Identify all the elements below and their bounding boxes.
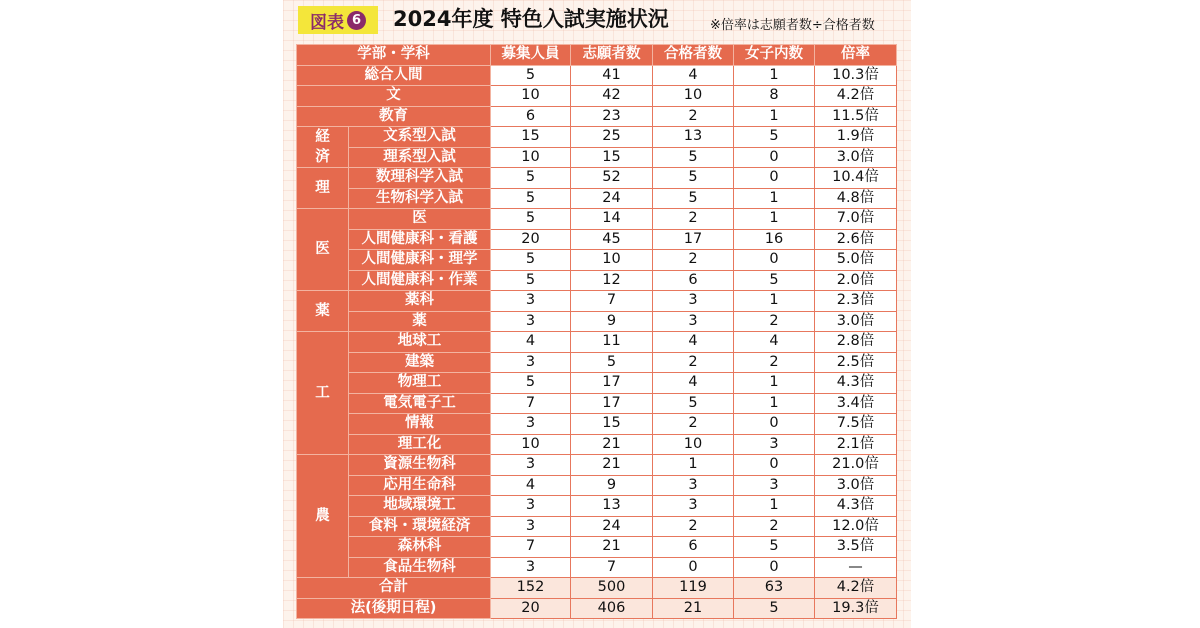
table-row <box>297 516 897 537</box>
value-cell: 3.0倍 <box>815 475 897 496</box>
value-cell: 2.3倍 <box>815 291 897 312</box>
value-cell: 3 <box>491 352 571 373</box>
value-cell: 3.5倍 <box>815 537 897 558</box>
value-cell: 10.4倍 <box>815 168 897 189</box>
value-cell: 15 <box>571 147 653 168</box>
value-cell: 8 <box>734 86 815 107</box>
value-cell: 3 <box>653 496 734 517</box>
total-row <box>297 578 897 599</box>
header-cell: 志願者数 <box>571 45 653 66</box>
row-label: 電気電子工 <box>349 393 491 414</box>
value-cell: 119 <box>653 578 734 599</box>
value-cell: 3 <box>491 496 571 517</box>
group-label: 薬 <box>297 291 349 332</box>
value-cell: 20 <box>491 229 571 250</box>
value-cell: 19.3倍 <box>815 598 897 619</box>
value-cell: 2 <box>653 352 734 373</box>
value-cell: 1 <box>734 291 815 312</box>
value-cell: 3 <box>653 475 734 496</box>
value-cell: 7.5倍 <box>815 414 897 435</box>
admission-table <box>296 44 897 619</box>
value-cell: 21 <box>653 598 734 619</box>
table-row <box>297 229 897 250</box>
value-cell: 16 <box>734 229 815 250</box>
row-label: 総合人間 <box>297 65 491 86</box>
value-cell: 152 <box>491 578 571 599</box>
value-cell: 5.0倍 <box>815 250 897 271</box>
law-row <box>297 598 897 619</box>
row-label: 薬 <box>349 311 491 332</box>
value-cell: 63 <box>734 578 815 599</box>
row-label: 情報 <box>349 414 491 435</box>
row-label: 教育 <box>297 106 491 127</box>
value-cell: 12 <box>571 270 653 291</box>
figure-badge <box>298 6 378 34</box>
value-cell: 24 <box>571 188 653 209</box>
value-cell: 1.9倍 <box>815 127 897 148</box>
table-row <box>297 106 897 127</box>
row-label: 数理科学入試 <box>349 168 491 189</box>
value-cell: 21 <box>571 455 653 476</box>
value-cell: 5 <box>653 168 734 189</box>
value-cell: 0 <box>734 557 815 578</box>
table-row <box>297 332 897 353</box>
value-cell: 10 <box>653 434 734 455</box>
value-cell: 2.6倍 <box>815 229 897 250</box>
value-cell: 2.5倍 <box>815 352 897 373</box>
value-cell: 5 <box>571 352 653 373</box>
value-cell: 2.1倍 <box>815 434 897 455</box>
row-label: 資源生物科 <box>349 455 491 476</box>
value-cell: 52 <box>571 168 653 189</box>
value-cell: 3 <box>491 557 571 578</box>
table-row <box>297 65 897 86</box>
value-cell: 500 <box>571 578 653 599</box>
figure-badge-label: 図表 <box>310 12 344 33</box>
figure-number: 6 <box>347 11 366 30</box>
row-label: 地球工 <box>349 332 491 353</box>
row-label: 応用生命科 <box>349 475 491 496</box>
header-cell: 学部・学科 <box>297 45 491 66</box>
value-cell: 0 <box>734 250 815 271</box>
value-cell: 3.0倍 <box>815 147 897 168</box>
table-row <box>297 352 897 373</box>
value-cell: 6 <box>653 270 734 291</box>
value-cell: 3.4倍 <box>815 393 897 414</box>
row-label: 薬科 <box>349 291 491 312</box>
value-cell: 5 <box>734 127 815 148</box>
value-cell: 7 <box>491 537 571 558</box>
value-cell: 3 <box>734 475 815 496</box>
row-label: 人間健康科・作業 <box>349 270 491 291</box>
row-label: 生物科学入試 <box>349 188 491 209</box>
table-row <box>297 209 897 230</box>
group-label: 工 <box>297 332 349 455</box>
group-label: 理 <box>297 168 349 209</box>
row-label: 食品生物科 <box>349 557 491 578</box>
value-cell: 11 <box>571 332 653 353</box>
value-cell: 2.0倍 <box>815 270 897 291</box>
row-label: 人間健康科・看護 <box>349 229 491 250</box>
total-label: 合計 <box>297 578 491 599</box>
value-cell: 2 <box>734 311 815 332</box>
value-cell: 1 <box>653 455 734 476</box>
value-cell: 3 <box>491 311 571 332</box>
value-cell: 17 <box>571 373 653 394</box>
value-cell: 4 <box>734 332 815 353</box>
figure-note: ※倍率は志願者数÷合格者数 <box>710 18 875 33</box>
table-row <box>297 311 897 332</box>
value-cell: 23 <box>571 106 653 127</box>
table-row <box>297 250 897 271</box>
table-row <box>297 291 897 312</box>
value-cell: 21 <box>571 537 653 558</box>
table-row <box>297 537 897 558</box>
table-row <box>297 496 897 517</box>
value-cell: 15 <box>571 414 653 435</box>
value-cell: 5 <box>653 188 734 209</box>
value-cell: 10 <box>491 434 571 455</box>
value-cell: 2 <box>653 250 734 271</box>
value-cell: 1 <box>734 65 815 86</box>
value-cell: 10 <box>653 86 734 107</box>
value-cell: 21.0倍 <box>815 455 897 476</box>
row-label: 理工化 <box>349 434 491 455</box>
value-cell: 3 <box>491 291 571 312</box>
header-cell: 募集人員 <box>491 45 571 66</box>
table-row <box>297 270 897 291</box>
value-cell: 7 <box>571 557 653 578</box>
table-row <box>297 455 897 476</box>
table-row <box>297 434 897 455</box>
row-label: 森林科 <box>349 537 491 558</box>
value-cell: 3 <box>491 414 571 435</box>
value-cell: 25 <box>571 127 653 148</box>
value-cell: 9 <box>571 311 653 332</box>
value-cell: 4 <box>653 65 734 86</box>
value-cell: 17 <box>571 393 653 414</box>
value-cell: 24 <box>571 516 653 537</box>
group-label: 医 <box>297 209 349 291</box>
value-cell: 406 <box>571 598 653 619</box>
value-cell: 3 <box>491 455 571 476</box>
value-cell: 4 <box>653 332 734 353</box>
value-cell: 5 <box>491 250 571 271</box>
value-cell: 0 <box>734 455 815 476</box>
value-cell: 10 <box>491 147 571 168</box>
value-cell: 13 <box>653 127 734 148</box>
table-row <box>297 86 897 107</box>
value-cell: 7 <box>571 291 653 312</box>
value-cell: 4.2倍 <box>815 86 897 107</box>
value-cell: 5 <box>734 598 815 619</box>
value-cell: 12.0倍 <box>815 516 897 537</box>
value-cell: 5 <box>491 188 571 209</box>
value-cell: 2 <box>653 414 734 435</box>
value-cell: 3.0倍 <box>815 311 897 332</box>
value-cell: 7.0倍 <box>815 209 897 230</box>
value-cell: 11.5倍 <box>815 106 897 127</box>
value-cell: 4 <box>491 475 571 496</box>
law-label: 法(後期日程) <box>297 598 491 619</box>
value-cell: — <box>815 557 897 578</box>
table-row <box>297 127 897 148</box>
value-cell: 5 <box>653 147 734 168</box>
value-cell: 10.3倍 <box>815 65 897 86</box>
value-cell: 4.3倍 <box>815 496 897 517</box>
value-cell: 2.8倍 <box>815 332 897 353</box>
table-row <box>297 557 897 578</box>
value-cell: 5 <box>653 393 734 414</box>
value-cell: 6 <box>491 106 571 127</box>
value-cell: 42 <box>571 86 653 107</box>
value-cell: 2 <box>734 352 815 373</box>
value-cell: 6 <box>653 537 734 558</box>
header-cell: 倍率 <box>815 45 897 66</box>
value-cell: 13 <box>571 496 653 517</box>
value-cell: 5 <box>734 270 815 291</box>
row-label: 物理工 <box>349 373 491 394</box>
value-cell: 4 <box>491 332 571 353</box>
table-row <box>297 373 897 394</box>
row-label: 理系型入試 <box>349 147 491 168</box>
table-row <box>297 168 897 189</box>
value-cell: 4.2倍 <box>815 578 897 599</box>
value-cell: 7 <box>491 393 571 414</box>
value-cell: 17 <box>653 229 734 250</box>
table-row <box>297 147 897 168</box>
table-row <box>297 188 897 209</box>
value-cell: 1 <box>734 496 815 517</box>
value-cell: 4.3倍 <box>815 373 897 394</box>
value-cell: 2 <box>653 209 734 230</box>
header-cell: 女子内数 <box>734 45 815 66</box>
value-cell: 5 <box>491 65 571 86</box>
row-label: 食料・環境経済 <box>349 516 491 537</box>
value-cell: 2 <box>653 516 734 537</box>
value-cell: 1 <box>734 393 815 414</box>
value-cell: 5 <box>491 373 571 394</box>
value-cell: 4 <box>653 373 734 394</box>
row-label: 建築 <box>349 352 491 373</box>
header-cell: 合格者数 <box>653 45 734 66</box>
value-cell: 1 <box>734 209 815 230</box>
value-cell: 5 <box>734 537 815 558</box>
table-row <box>297 393 897 414</box>
value-cell: 1 <box>734 106 815 127</box>
row-label: 文 <box>297 86 491 107</box>
value-cell: 5 <box>491 168 571 189</box>
value-cell: 14 <box>571 209 653 230</box>
value-cell: 9 <box>571 475 653 496</box>
row-label: 文系型入試 <box>349 127 491 148</box>
value-cell: 15 <box>491 127 571 148</box>
row-label: 医 <box>349 209 491 230</box>
group-label: 農 <box>297 455 349 578</box>
value-cell: 45 <box>571 229 653 250</box>
value-cell: 10 <box>491 86 571 107</box>
value-cell: 5 <box>491 270 571 291</box>
value-cell: 3 <box>491 516 571 537</box>
value-cell: 0 <box>734 147 815 168</box>
row-label: 地域環境工 <box>349 496 491 517</box>
header-row <box>297 45 897 66</box>
value-cell: 2 <box>734 516 815 537</box>
value-cell: 0 <box>653 557 734 578</box>
value-cell: 1 <box>734 373 815 394</box>
value-cell: 0 <box>734 168 815 189</box>
value-cell: 2 <box>653 106 734 127</box>
row-label: 人間健康科・理学 <box>349 250 491 271</box>
value-cell: 1 <box>734 188 815 209</box>
value-cell: 3 <box>653 311 734 332</box>
value-cell: 20 <box>491 598 571 619</box>
value-cell: 5 <box>491 209 571 230</box>
table-row <box>297 475 897 496</box>
group-label: 経済 <box>297 127 349 168</box>
value-cell: 3 <box>653 291 734 312</box>
value-cell: 10 <box>571 250 653 271</box>
value-cell: 21 <box>571 434 653 455</box>
table-row <box>297 414 897 435</box>
value-cell: 3 <box>734 434 815 455</box>
value-cell: 4.8倍 <box>815 188 897 209</box>
value-cell: 41 <box>571 65 653 86</box>
value-cell: 0 <box>734 414 815 435</box>
figure-title: 2024年度 特色入試実施状況 <box>393 7 669 31</box>
